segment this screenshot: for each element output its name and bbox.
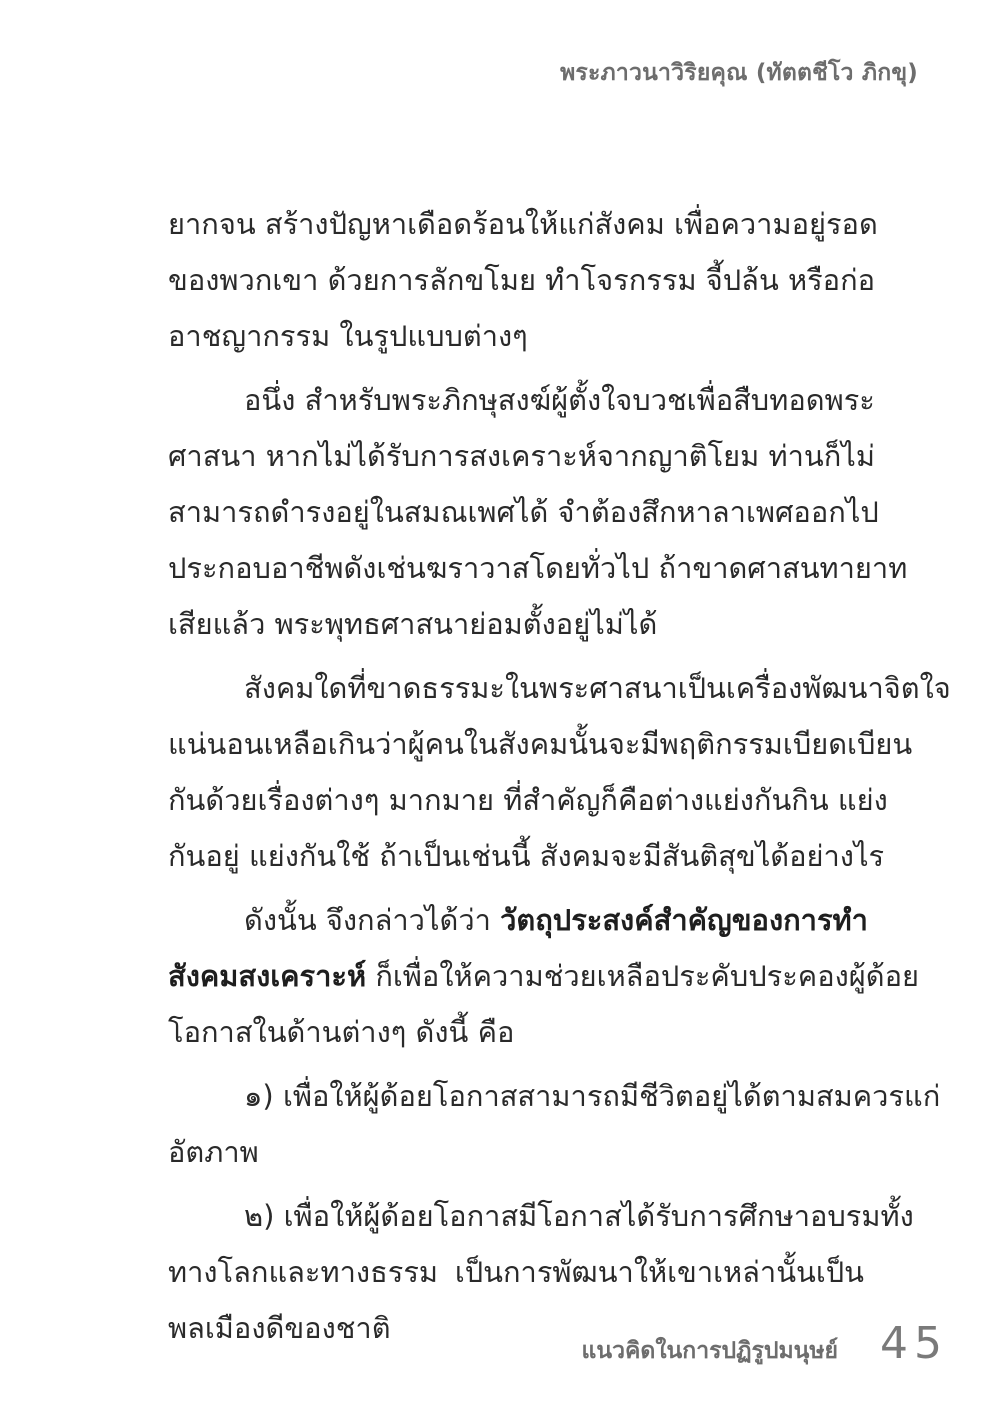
text-line: อนึ่ง สำหรับพระภิกษุสงฆ์ผู้ตั้งใจบวชเพื่อสืบทอดพระ bbox=[244, 383, 875, 417]
text-line: สามารถดำรงอยู่ในสมณเพศได้ จำต้องสึกหาลาเพศออกไป bbox=[168, 495, 879, 529]
footer-book-title: แนวคิดในการปฏิรูปมนุษย์ bbox=[581, 1338, 838, 1364]
text-line bbox=[168, 892, 868, 948]
text-line: พลเมืองดีของชาติ bbox=[168, 1311, 391, 1345]
text-line: ๑) เพื่อให้ผู้ด้อยโอกาสสามารถมีชีวิตอยู่ได้ตามสมควรแก่ bbox=[244, 1079, 941, 1113]
paragraph-3 bbox=[168, 660, 951, 884]
text-line: ของพวกเขา ด้วยการลักขโมย ทำโจรกรรม จี้ปล้น หรือก่อ bbox=[168, 263, 876, 297]
paragraph-1 bbox=[168, 196, 878, 364]
text-line: ทางโลกและทางธรรม เป็นการพัฒนาให้เขาเหล่านั้นเป็น bbox=[168, 1255, 864, 1289]
text-line: โอกาสในด้านต่างๆ ดังนี้ คือ bbox=[168, 1015, 515, 1049]
text-line: ประกอบอาชีพดังเช่นฆราวาสโดยทั่วไป ถ้าขาดศาสนทายาท bbox=[168, 551, 908, 585]
bold-phrase: สังคมสงเคราะห์ bbox=[168, 959, 367, 993]
text-line: ยากจน สร้างปัญหาเดือดร้อนให้แก่สังคม เพื่อความอยู่รอด bbox=[168, 207, 878, 241]
running-header-title: พระภาวนาวิริยคุณ (ทัตตชีโว ภิกขุ) bbox=[560, 60, 918, 86]
paragraph-4 bbox=[168, 892, 920, 1060]
text-line: ศาสนา หากไม่ได้รับการสงเคราะห์จากญาติโยม ท่านก็ไม่ bbox=[168, 439, 875, 473]
text-line: อาชญากรรม ในรูปแบบต่างๆ bbox=[168, 319, 528, 353]
page-footer bbox=[582, 1318, 948, 1369]
text-line: ๒) เพื่อให้ผู้ด้อยโอกาสมีโอกาสได้รับการศึกษาอบรมทั้ง bbox=[244, 1199, 914, 1233]
page-number: 45 bbox=[880, 1318, 948, 1369]
text-line: กันอยู่ แย่งกันใช้ ถ้าเป็นเช่นนี้ สังคมจะมีสันติสุขได้อย่างไร bbox=[168, 839, 885, 873]
text-run: ก็เพื่อให้ความช่วยเหลือประคับประคองผู้ด้อย bbox=[366, 959, 920, 993]
text-line: กันด้วยเรื่องต่างๆ มากมาย ที่สำคัญก็คือต่างแย่งกันกิน แย่ง bbox=[168, 783, 888, 817]
bold-phrase: วัตถุประสงค์สำคัญของการทำ bbox=[500, 903, 868, 937]
list-item-1 bbox=[168, 1068, 941, 1180]
text-line: เสียแล้ว พระพุทธศาสนาย่อมตั้งอยู่ไม่ได้ bbox=[168, 607, 658, 641]
paragraph-2 bbox=[168, 372, 908, 652]
text-line bbox=[168, 948, 920, 1004]
text-line: อัตภาพ bbox=[168, 1135, 259, 1169]
text-line: แน่นอนเหลือเกินว่าผู้คนในสังคมนั้นจะมีพฤติกรรมเบียดเบียน bbox=[168, 727, 913, 761]
text-line: สังคมใดที่ขาดธรรมะในพระศาสนาเป็นเครื่องพัฒนาจิตใจ bbox=[244, 671, 951, 705]
text-run: ดังนั้น จึงกล่าวได้ว่า bbox=[244, 903, 501, 937]
